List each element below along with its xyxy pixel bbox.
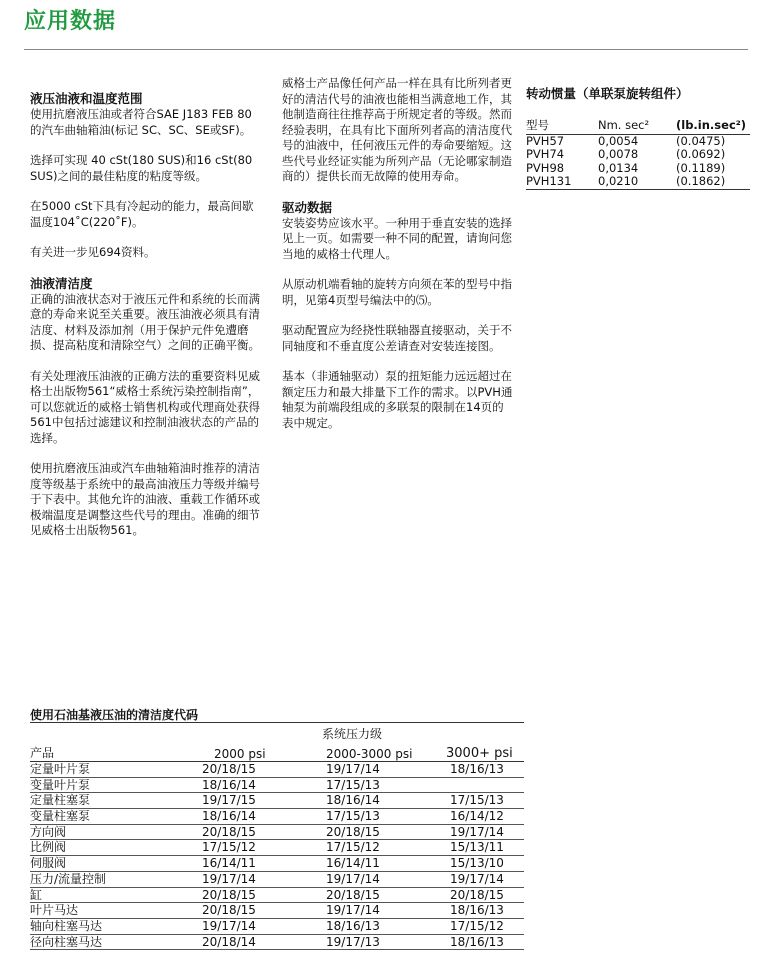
cell-2000psi: 20/18/15 <box>202 887 256 902</box>
cleanliness-heading: 油液清洁度 <box>30 275 93 291</box>
cell-3000plus-psi: 20/18/15 <box>450 887 504 902</box>
header-2000psi: 2000 psi <box>214 747 266 761</box>
column-right <box>526 86 751 190</box>
cell-2000psi: 18/16/14 <box>202 777 256 792</box>
cell-3000plus-psi: 18/16/13 <box>450 934 504 949</box>
inertia-header-nm: Nm. sec² <box>598 116 676 134</box>
inertia-model: PVH57 <box>526 133 565 148</box>
inertia-header-model: 型号 <box>526 116 598 134</box>
table-header-row <box>30 742 524 762</box>
cell-product: 定量叶片泵 <box>30 762 91 776</box>
column-middle <box>282 76 514 446</box>
fluid-heading: 液压油液和温度范围 <box>30 91 143 106</box>
cell-2000-3000psi: 19/17/14 <box>326 871 380 886</box>
inertia-lb: (0.0692) <box>676 147 726 161</box>
table-row <box>30 919 524 935</box>
cleanliness-paragraph: 使用抗磨液压油或汽车曲轴箱油时推荐的清洁度等级基于系统中的最高油液压力等级并编号于下表中。其他允许的油液、重载工作循环或极端温度是调整这些代号的理由。准确的细节见威格士出版物561。 <box>30 461 260 537</box>
table-row <box>30 935 524 951</box>
cell-product: 比例阀 <box>30 840 67 855</box>
table-row <box>526 134 750 148</box>
cell-2000psi: 19/17/15 <box>202 793 256 808</box>
fluid-paragraph: 在5000 cSt下具有冷起动的能力，最高间歇温度104˚C(220˚F)。 <box>30 199 254 229</box>
cell-2000psi: 17/15/12 <box>202 840 256 855</box>
table-row <box>30 809 524 825</box>
cell-2000-3000psi: 17/15/13 <box>326 777 380 792</box>
cell-2000-3000psi: 19/17/14 <box>326 762 380 776</box>
cell-2000-3000psi: 18/16/14 <box>326 793 380 808</box>
inertia-nm: 0,0134 <box>598 160 639 175</box>
cell-2000psi: 20/18/15 <box>202 903 256 918</box>
cell-product: 变量叶片泵 <box>30 777 91 792</box>
fluid-paragraph: 选择可实现 40 cSt(180 SUS)和16 cSt(80 SUS)之间的最佳粘度的粘度等级。 <box>30 153 253 183</box>
cleanliness-paragraph: 有关处理液压油液的正确方法的重要资料见威格士出版物561“威格士系统污染控制指南”，可以您就近的威格士销售机构或代理商处获得 561中包括过滤建议和控制油液状态的产品的选择。 <box>30 368 260 445</box>
inertia-nm: 0,0078 <box>598 147 639 161</box>
cell-2000psi: 16/14/11 <box>202 856 256 871</box>
cell-2000psi: 19/17/14 <box>202 871 256 886</box>
cell-2000psi: 18/16/14 <box>202 809 256 824</box>
page-title: 应用数据 <box>24 9 117 34</box>
cell-product: 变量柱塞泵 <box>30 809 91 824</box>
cell-2000-3000psi: 18/16/13 <box>326 918 380 933</box>
inertia-lb: (0.0475) <box>676 133 726 148</box>
cell-2000-3000psi: 19/17/13 <box>326 934 380 949</box>
cell-2000-3000psi: 20/18/15 <box>326 887 380 902</box>
cell-product: 缸 <box>30 887 43 902</box>
table-row <box>526 162 750 176</box>
cell-3000plus-psi: 19/17/14 <box>450 824 504 839</box>
cleanliness-paragraph: 正确的油液状态对于液压元件和系统的长而满意的寿命来说至关重要。液压油液必须具有清洁度、材料及添加剂（用于保护元件免遭磨损、提高粘度和清除空气）之间的正确平衡。 <box>30 291 260 352</box>
cell-3000plus-psi: 18/16/13 <box>450 903 504 918</box>
table-row <box>30 825 524 841</box>
cell-product: 叶片马达 <box>30 903 79 918</box>
title-divider <box>24 49 748 50</box>
table-row <box>526 175 750 189</box>
cell-2000-3000psi: 17/15/13 <box>326 809 380 824</box>
header-2000-3000psi: 2000-3000 psi <box>326 747 413 761</box>
table-row <box>30 793 524 809</box>
inertia-lb: (0.1862) <box>676 175 750 189</box>
table-row <box>30 840 524 856</box>
cell-2000psi: 20/18/15 <box>202 762 256 776</box>
table-row <box>30 762 524 778</box>
inertia-model: PVH74 <box>526 147 565 161</box>
cell-2000psi: 19/17/14 <box>202 918 256 933</box>
table-row <box>30 872 524 888</box>
cell-product: 压力/流量控制 <box>30 871 107 886</box>
pressure-level-label: 系统压力级 <box>321 727 382 741</box>
cell-3000plus-psi <box>450 778 524 793</box>
cell-3000plus-psi: 17/15/12 <box>450 918 504 933</box>
cell-3000plus-psi: 18/16/13 <box>450 762 504 776</box>
inertia-header-lb: (lb.in.sec²) <box>676 116 750 134</box>
drive-paragraph: 从原动机端看轴的旋转方向须在苯的型号中指明，见第4页型号编法中的⑸。 <box>282 277 512 307</box>
fluid-paragraph: 使用抗磨液压油或者符合SAE J183 FEB 80的汽车曲轴箱油(标记 SC、SC、SE或SF)。 <box>30 107 252 137</box>
drive-paragraph: 基本（非通轴驱动）泵的扭矩能力远远超过在额定压力和最大排量下工作的需求。以PVH通轴泵为前端段组成的多联泵的限制在14页的表中规定。 <box>282 369 513 430</box>
table-row <box>30 778 524 794</box>
inertia-model: PVH98 <box>526 160 565 175</box>
cell-product: 方向阀 <box>30 824 67 839</box>
cell-3000plus-psi: 16/14/12 <box>450 809 504 824</box>
fluid-paragraph: 有关进一步见694资料。 <box>30 245 156 259</box>
cell-2000-3000psi: 20/18/15 <box>326 824 380 839</box>
cell-product: 伺服阀 <box>30 856 67 871</box>
cell-2000psi: 20/18/15 <box>202 824 256 839</box>
drive-paragraph: 驱动配置应为经挠性联轴器直接驱动，关于不同轴度和不垂直度公差请查对安装连接图。 <box>282 323 512 353</box>
cell-2000psi: 20/18/14 <box>202 934 256 949</box>
cell-product: 轴向柱塞马达 <box>30 918 103 933</box>
cell-product: 定量柱塞泵 <box>30 793 91 808</box>
table-row <box>526 148 750 162</box>
cleanliness-table-title: 使用石油基液压油的清洁度代码 <box>30 708 199 722</box>
cell-3000plus-psi: 19/17/14 <box>450 871 504 886</box>
table-row <box>30 856 524 872</box>
cell-3000plus-psi: 15/13/10 <box>450 856 504 871</box>
cell-2000-3000psi: 17/15/12 <box>326 840 380 855</box>
cleanliness-note: 威格士产品像任何产品一样在具有比所列者更好的清洁代号的油液也能相当满意地工作，其他制造商往往推荐高于所规定者的等级。然而经验表明，在具有比下面所列者高的清洁度代号的油液中，任何液压元件的寿命要缩短。这些代号业经证实能为所列产品（无论哪家制造商的）提供长而无故障的使用寿命。 <box>282 76 512 183</box>
inertia-nm: 0,0054 <box>598 133 639 148</box>
inertia-table <box>526 116 750 190</box>
cell-2000-3000psi: 16/14/11 <box>326 856 380 871</box>
inertia-heading: 转动惯量（单联泵旋转组件） <box>526 86 689 101</box>
table-row <box>30 903 524 919</box>
cell-2000-3000psi: 19/17/14 <box>326 903 380 918</box>
cell-3000plus-psi: 15/13/11 <box>450 840 504 855</box>
cell-product: 径向柱塞马达 <box>30 934 103 949</box>
column-left <box>30 91 260 554</box>
inertia-nm: 0,0210 <box>598 175 676 189</box>
header-product: 产品 <box>30 746 55 760</box>
table-row <box>30 888 524 904</box>
cleanliness-rows <box>30 762 524 950</box>
cleanliness-table <box>30 722 524 950</box>
drive-heading: 驱动数据 <box>282 199 333 215</box>
header-3000plus-psi: 3000+ psi <box>446 746 513 761</box>
inertia-model: PVH131 <box>526 175 598 189</box>
cell-3000plus-psi: 17/15/13 <box>450 793 504 808</box>
table-header-row <box>526 116 750 134</box>
inertia-lb: (0.1189) <box>676 160 726 175</box>
drive-paragraph: 安装姿势应该水平。一种用于垂直安装的选择见上一页。如需要一种不同的配置，请询问您当地的威格士代理人。 <box>282 215 512 261</box>
